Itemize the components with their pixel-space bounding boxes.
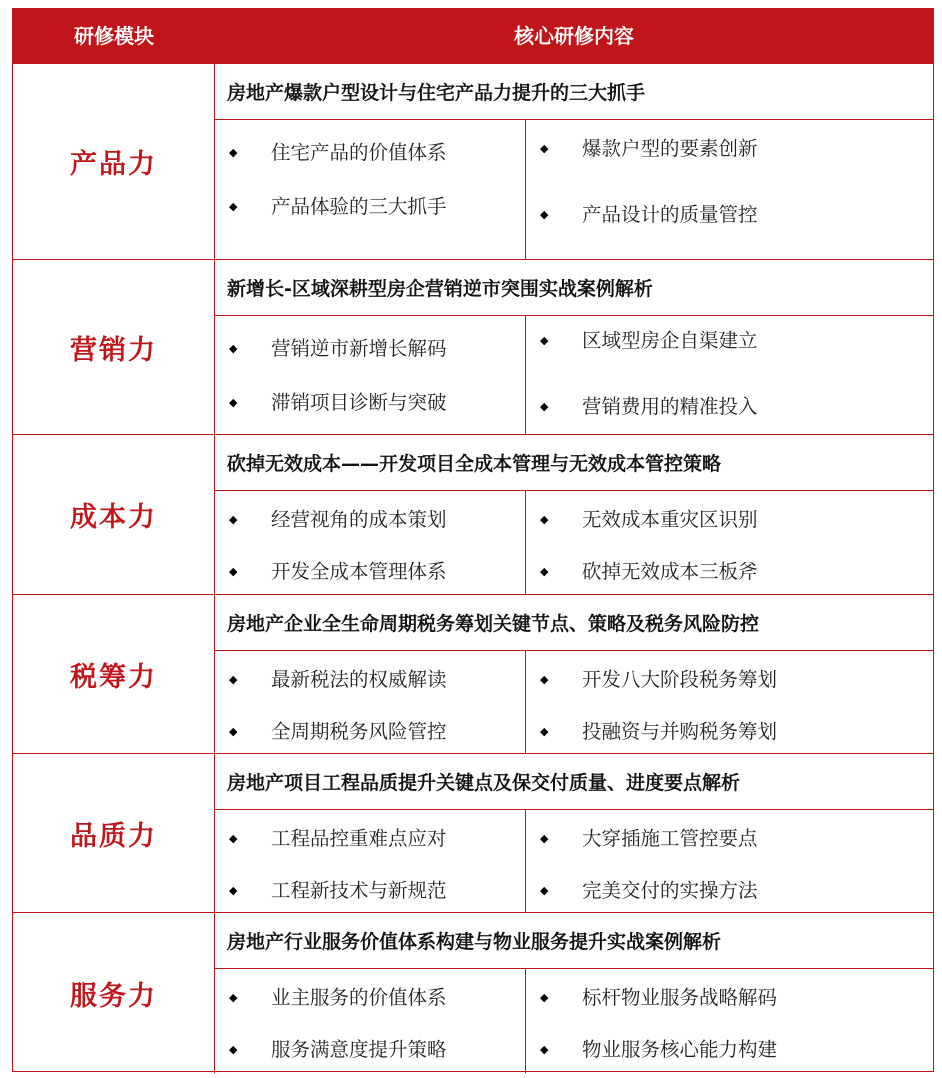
topic-item — [526, 665, 933, 695]
topic-text: 营销逆市新增长解码 — [271, 337, 447, 360]
diamond-bullet-icon: ◆ — [229, 396, 238, 409]
topic-item — [215, 717, 525, 747]
course-title: 新增长-区域深耕型房企营销逆市突围实战案例解析 — [215, 260, 933, 316]
topic-text: 区域型房企自渠建立 — [582, 329, 758, 352]
topic-text: 完美交付的实操方法 — [582, 879, 758, 902]
diamond-bullet-icon: ◆ — [540, 565, 549, 578]
table-header — [13, 9, 933, 63]
training-table — [12, 8, 934, 1072]
left-topic-column — [215, 810, 526, 912]
topic-text: 营销费用的精准投入 — [582, 395, 758, 418]
topic-item — [215, 1035, 525, 1065]
diamond-bullet-icon: ◆ — [229, 565, 238, 578]
content-column-header: 核心研修内容 — [514, 24, 634, 48]
left-topic-column — [215, 969, 526, 1073]
diamond-bullet-icon: ◆ — [540, 884, 549, 897]
diamond-bullet-icon: ◆ — [229, 1043, 238, 1056]
right-topic-column — [526, 810, 933, 912]
topic-text: 投融资与并购税务筹划 — [582, 720, 778, 743]
left-topic-column — [215, 651, 526, 753]
left-topic-column — [215, 316, 526, 434]
diamond-bullet-icon: ◆ — [540, 673, 549, 686]
topic-item — [526, 557, 933, 587]
diamond-bullet-icon: ◆ — [229, 725, 238, 738]
course-title: 砍掉无效成本——开发项目全成本管理与无效成本管控策略 — [215, 435, 933, 491]
topic-text: 爆款户型的要素创新 — [582, 137, 758, 160]
topic-item — [215, 138, 525, 168]
topic-item — [215, 557, 525, 587]
module-row — [13, 753, 933, 912]
right-topic-column — [526, 316, 933, 434]
diamond-bullet-icon: ◆ — [229, 513, 238, 526]
topic-item — [526, 717, 933, 747]
topic-item — [215, 388, 525, 418]
topic-item — [526, 134, 933, 164]
diamond-bullet-icon: ◆ — [229, 146, 238, 159]
module-name: 营销力 — [13, 260, 215, 434]
topic-item — [215, 824, 525, 854]
topic-text: 住宅产品的价值体系 — [271, 141, 447, 164]
topic-item — [526, 200, 933, 230]
right-topic-column — [526, 969, 933, 1073]
module-name: 成本力 — [13, 435, 215, 594]
course-title: 房地产行业服务价值体系构建与物业服务提升实战案例解析 — [215, 913, 933, 969]
topic-text: 标杆物业服务战略解码 — [582, 986, 778, 1009]
module-row — [13, 63, 933, 259]
diamond-bullet-icon: ◆ — [540, 208, 549, 221]
topic-item — [526, 983, 933, 1013]
module-name: 服务力 — [13, 913, 215, 1073]
diamond-bullet-icon: ◆ — [229, 832, 238, 845]
diamond-bullet-icon: ◆ — [229, 884, 238, 897]
diamond-bullet-icon: ◆ — [540, 832, 549, 845]
topic-item — [215, 983, 525, 1013]
topic-item — [215, 665, 525, 695]
diamond-bullet-icon: ◆ — [229, 342, 238, 355]
topic-item — [526, 876, 933, 906]
right-topic-column — [526, 651, 933, 753]
diamond-bullet-icon: ◆ — [229, 673, 238, 686]
topic-text: 工程品控重难点应对 — [271, 827, 447, 850]
module-name: 品质力 — [13, 754, 215, 912]
topic-item — [215, 192, 525, 222]
topic-text: 无效成本重灾区识别 — [582, 508, 758, 531]
topic-text: 大穿插施工管控要点 — [582, 827, 758, 850]
topic-text: 产品设计的质量管控 — [582, 203, 758, 226]
topic-text: 物业服务核心能力构建 — [582, 1038, 778, 1061]
topic-text: 业主服务的价值体系 — [271, 986, 447, 1009]
diamond-bullet-icon: ◆ — [540, 334, 549, 347]
right-topic-column — [526, 491, 933, 594]
topic-text: 砍掉无效成本三板斧 — [582, 560, 758, 583]
diamond-bullet-icon: ◆ — [540, 1043, 549, 1056]
topic-item — [215, 505, 525, 535]
module-row — [13, 259, 933, 434]
diamond-bullet-icon: ◆ — [229, 991, 238, 1004]
module-name: 产品力 — [13, 64, 215, 259]
course-title: 房地产企业全生命周期税务筹划关键节点、策略及税务风险防控 — [215, 595, 933, 651]
diamond-bullet-icon: ◆ — [229, 200, 238, 213]
module-row — [13, 434, 933, 594]
topic-item — [526, 505, 933, 535]
module-name: 税筹力 — [13, 595, 215, 753]
right-topic-column — [526, 120, 933, 259]
module-column-header: 研修模块 — [74, 24, 154, 48]
left-topic-column — [215, 491, 526, 594]
topic-item — [215, 334, 525, 364]
topic-item — [215, 876, 525, 906]
topic-text: 滞销项目诊断与突破 — [271, 391, 447, 414]
diamond-bullet-icon: ◆ — [540, 142, 549, 155]
topic-text: 工程新技术与新规范 — [271, 879, 447, 902]
topic-text: 产品体验的三大抓手 — [271, 195, 447, 218]
topic-item — [526, 326, 933, 356]
course-title: 房地产项目工程品质提升关键点及保交付质量、进度要点解析 — [215, 754, 933, 810]
diamond-bullet-icon: ◆ — [540, 991, 549, 1004]
diamond-bullet-icon: ◆ — [540, 513, 549, 526]
topic-item — [526, 824, 933, 854]
module-row — [13, 912, 933, 1073]
diamond-bullet-icon: ◆ — [540, 725, 549, 738]
topic-item — [526, 392, 933, 422]
topic-text: 开发八大阶段税务筹划 — [582, 668, 778, 691]
topic-text: 全周期税务风险管控 — [271, 720, 447, 743]
module-row — [13, 594, 933, 753]
topic-text: 开发全成本管理体系 — [271, 560, 447, 583]
course-title: 房地产爆款户型设计与住宅产品力提升的三大抓手 — [215, 64, 933, 120]
topic-item — [526, 1035, 933, 1065]
topic-text: 最新税法的权威解读 — [271, 668, 447, 691]
topic-text: 服务满意度提升策略 — [271, 1038, 447, 1061]
left-topic-column — [215, 120, 526, 259]
diamond-bullet-icon: ◆ — [540, 400, 549, 413]
topic-text: 经营视角的成本策划 — [271, 508, 447, 531]
